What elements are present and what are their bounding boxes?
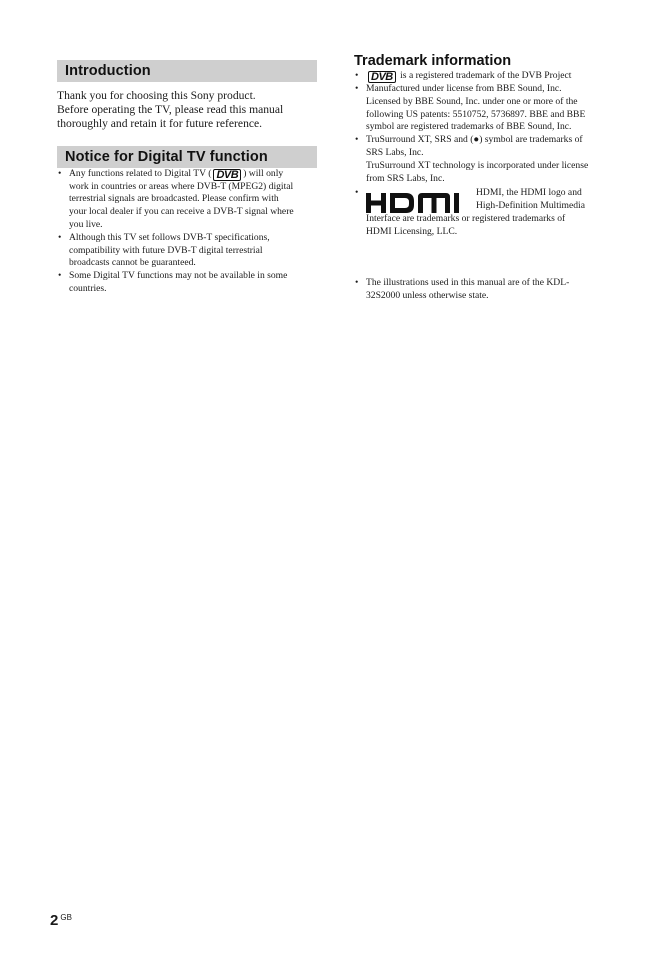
trademark-line: TruSurround XT technology is incorporated under license — [366, 159, 589, 171]
list-item — [57, 232, 317, 270]
trademark-line: symbol are registered trademarks of BBE Sound, Inc. — [366, 121, 572, 133]
notice-heading: Notice for Digital TV function — [57, 146, 317, 168]
trademark-line: following US patents: 5510752, 5736897. BBE and BBE — [366, 108, 586, 120]
list-item — [354, 70, 616, 83]
intro-line: Thank you for choosing this Sony product. — [57, 89, 256, 102]
list-item — [354, 134, 616, 185]
notice-line: • Although this TV set follows DVB-T specifications, — [69, 231, 270, 243]
list-item — [354, 187, 616, 239]
trademark-list — [354, 70, 616, 303]
trademark-line: HDMI Licensing, LLC. — [366, 226, 458, 238]
intro-line: Before operating the TV, please read this manual — [57, 103, 284, 117]
left-column — [57, 60, 317, 296]
notice-line: compatibility with future DVB-T digital terrestrial — [69, 244, 263, 256]
notice-list — [57, 168, 317, 296]
dvb-logo-icon: DVB — [213, 169, 241, 181]
notice-line: your local dealer if you can receive a DVB-T signal where — [69, 206, 294, 218]
notice-text: ) will only — [243, 167, 284, 179]
trademark-line: from SRS Labs, Inc. — [366, 172, 445, 184]
notice-line: you live. — [69, 219, 103, 230]
notice-line: work in countries or areas where DVB-T (MPEG2) digital — [69, 180, 294, 192]
trademark-line: Interface are trademarks or registered trademarks of — [366, 213, 566, 225]
page-number — [50, 912, 72, 930]
list-item — [354, 277, 616, 303]
hdmi-logo-icon — [366, 193, 470, 213]
introduction-text — [57, 89, 317, 132]
notice-line: countries. — [69, 282, 107, 294]
trademark-line: • HDMI, the HDMI logo and — [476, 187, 582, 199]
trademark-line: SRS Labs, Inc. — [366, 146, 424, 158]
notice-line: terrestrial signals are broadcasted. Please confirm with — [69, 193, 279, 205]
hdmi-side-text — [476, 187, 585, 213]
region-code: GB — [60, 913, 72, 922]
list-item — [57, 168, 317, 232]
introduction-heading: Introduction — [57, 60, 317, 82]
page-number-value: 2 — [50, 912, 59, 929]
trademark-heading: Trademark information — [354, 53, 512, 69]
trademark-line: • The illustrations used in this manual are of the KDL- — [366, 276, 570, 288]
hdmi-row — [366, 187, 616, 213]
trademark-line: High-Definition Multimedia — [476, 200, 585, 212]
list-item — [354, 83, 616, 134]
list-item — [57, 270, 317, 296]
notice-text: Any functions related to Digital TV ( — [69, 167, 212, 179]
trademark-line: Licensed by BBE Sound, Inc. under one or more of the — [366, 95, 578, 107]
trademark-text: is a registered trademark of the DVB Project — [400, 70, 572, 81]
notice-line: • Some Digital TV functions may not be available in some — [69, 270, 288, 282]
notice-line — [69, 168, 317, 181]
trademark-line — [366, 70, 616, 83]
trademark-line: • TruSurround XT, SRS and (●) symbol are trademarks of — [366, 134, 583, 146]
dvb-logo-icon: DVB — [368, 71, 396, 83]
trademark-line: • Manufactured under license from BBE Sound, Inc. — [366, 83, 562, 94]
right-column — [354, 52, 616, 303]
intro-line: thoroughly and retain it for future reference. — [57, 117, 263, 131]
notice-line: broadcasts cannot be guaranteed. — [69, 257, 196, 269]
trademark-line: 32S2000 unless otherwise state. — [366, 289, 489, 301]
